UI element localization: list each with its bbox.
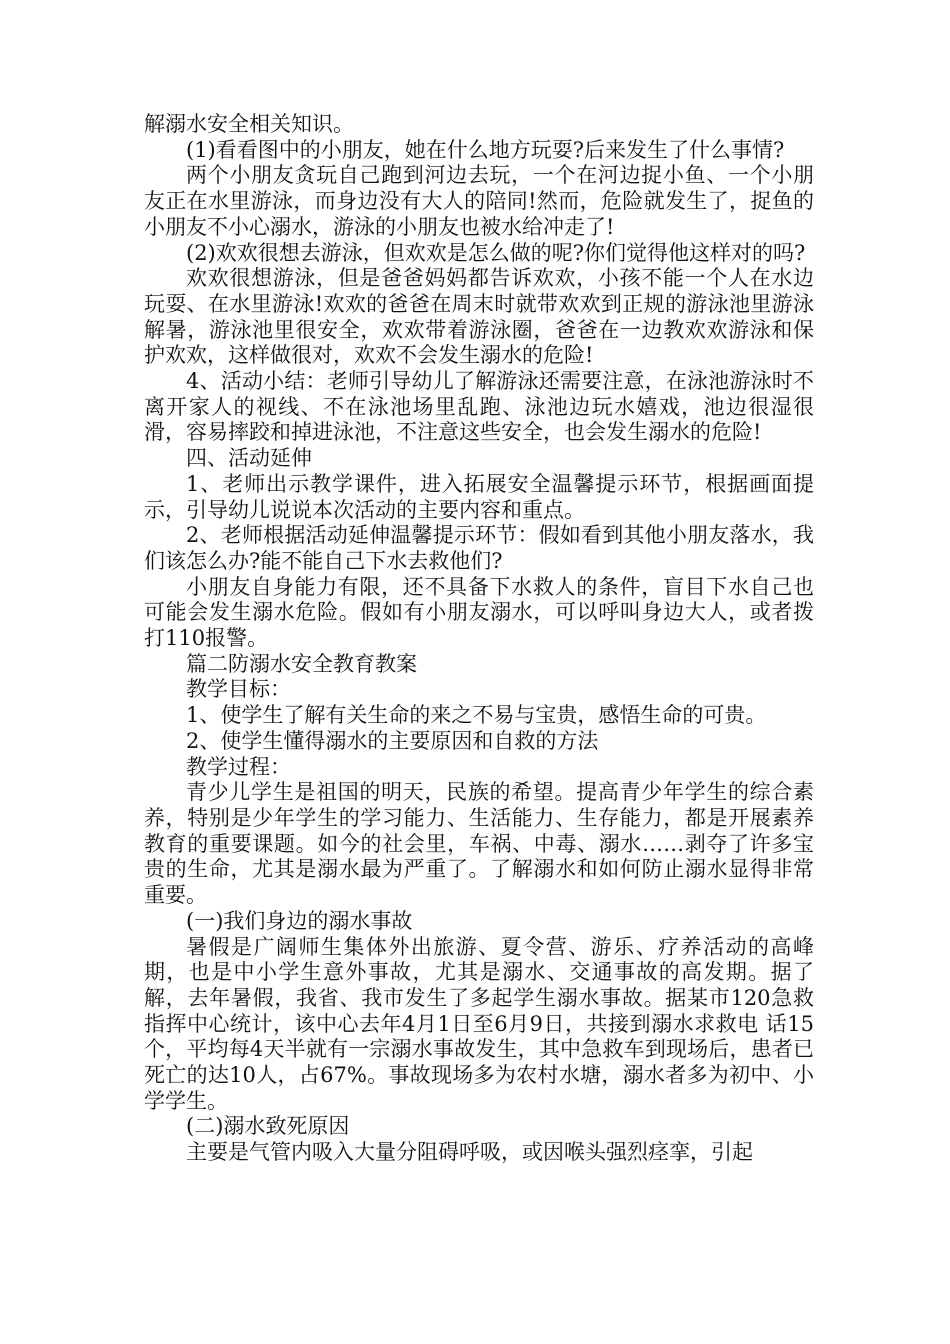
paragraph-1: 解溺水安全相关知识。 — [144, 112, 354, 136]
paragraph-2: (1)看看图中的小朋友，她在什么地方玩耍?后来发生了什么事情? — [186, 137, 785, 162]
paragraph-16: 青少儿学生是祖国的明天，民族的希望。提高青少年学生的综合素养，特别是少年学生的学习能力、生活能力、生存能力，都是开展素养教育的重要课题。如今的社会里，车祸、中毒、溺水……剥夺了许多宝贵的生命，尤其是溺水最为严重了。了解溺水和如何防止溺水显得非常重要。 — [144, 780, 814, 908]
paragraph-4: (2)欢欢很想去游泳，但欢欢是怎么做的呢?你们觉得他这样对的吗? — [186, 240, 806, 265]
paragraph-3: 两个小朋友贪玩自己跑到河边去玩，一个在河边捉小鱼、一个小朋友正在水里游泳，而身边没有大人的陪同!然而，危险就发生了，捉鱼的小朋友不小心溺水，游泳的小朋友也被水给冲走了! — [144, 163, 814, 239]
section-heading-activity-extension: 四、活动延伸 — [186, 446, 312, 471]
paragraph-18: 暑假是广阔师生集体外出旅游、夏令营、游乐、疗养活动的高峰期，也是中小学生意外事故，尤其是溺水、交通事故的高发期。据了解，去年暑假，我省、我市发生了多起学生溺水事故。据某市120急救指挥中心统计，该中心去年4月1日至6月9日，共接到溺水求救电 话15个，平均每4天半就有一宗溺水事故发生，其中急救车到现场后，患者已死亡的达10人，占67%。事故现场多为农村水塘，溺水者多为初中、小学学生。 — [144, 934, 814, 1113]
paragraph-10: 小朋友自身能力有限，还不具备下水救人的条件，盲目下水自己也可能会发生溺水危险。假如有小朋友溺水，可以呼叫身边大人，或者拨打110报警。 — [144, 574, 814, 651]
subheading-causes: (二)溺水致死原因 — [186, 1114, 350, 1139]
goal-item-1: 1、使学生了解有关生命的来之不易与宝贵，感悟生命的可贵。 — [186, 703, 767, 728]
paragraph-20: 主要是气管内吸入大量分阻碍呼吸，或因喉头强烈痉挛，引起 — [186, 1140, 753, 1165]
document-page — [144, 112, 814, 1166]
paragraph-8: 1、老师出示教学课件，进入拓展安全温馨提示环节，根据画面提示，引导幼儿说说本次活动的主要内容和重点。 — [144, 471, 814, 522]
paragraph-5: 欢欢很想游泳，但是爸爸妈妈都告诉欢欢，小孩不能一个人在水边玩耍、在水里游泳!欢欢的爸爸在周末时就带欢欢到正规的游泳池里游泳解暑，游泳池里很安全，欢欢带着游泳圈，爸爸在一边教欢欢游泳和保护欢欢，这样做很对，欢欢不会发生溺水的危险! — [144, 266, 814, 368]
goal-item-2: 2、使学生懂得溺水的主要原因和自救的方法 — [186, 728, 599, 753]
heading-teaching-process: 教学过程： — [186, 754, 291, 779]
heading-teaching-goals: 教学目标： — [186, 677, 291, 702]
section-heading-part-two: 篇二防溺水安全教育教案 — [186, 651, 417, 676]
paragraph-9: 2、老师根据活动延伸温馨提示环节：假如看到其他小朋友落水，我们该怎么办?能不能自己下水去救他们? — [144, 523, 814, 573]
paragraph-6: 4、活动小结：老师引导幼儿了解游泳还需要注意，在泳池游泳时不离开家人的视线、不在泳池场里乱跑、泳池边玩水嬉戏，池边很湿很滑，容易摔跤和掉进泳池，不注意这些安全，也会发生溺水的危险! — [144, 369, 814, 445]
subheading-accidents: (一)我们身边的溺水事故 — [186, 908, 413, 933]
